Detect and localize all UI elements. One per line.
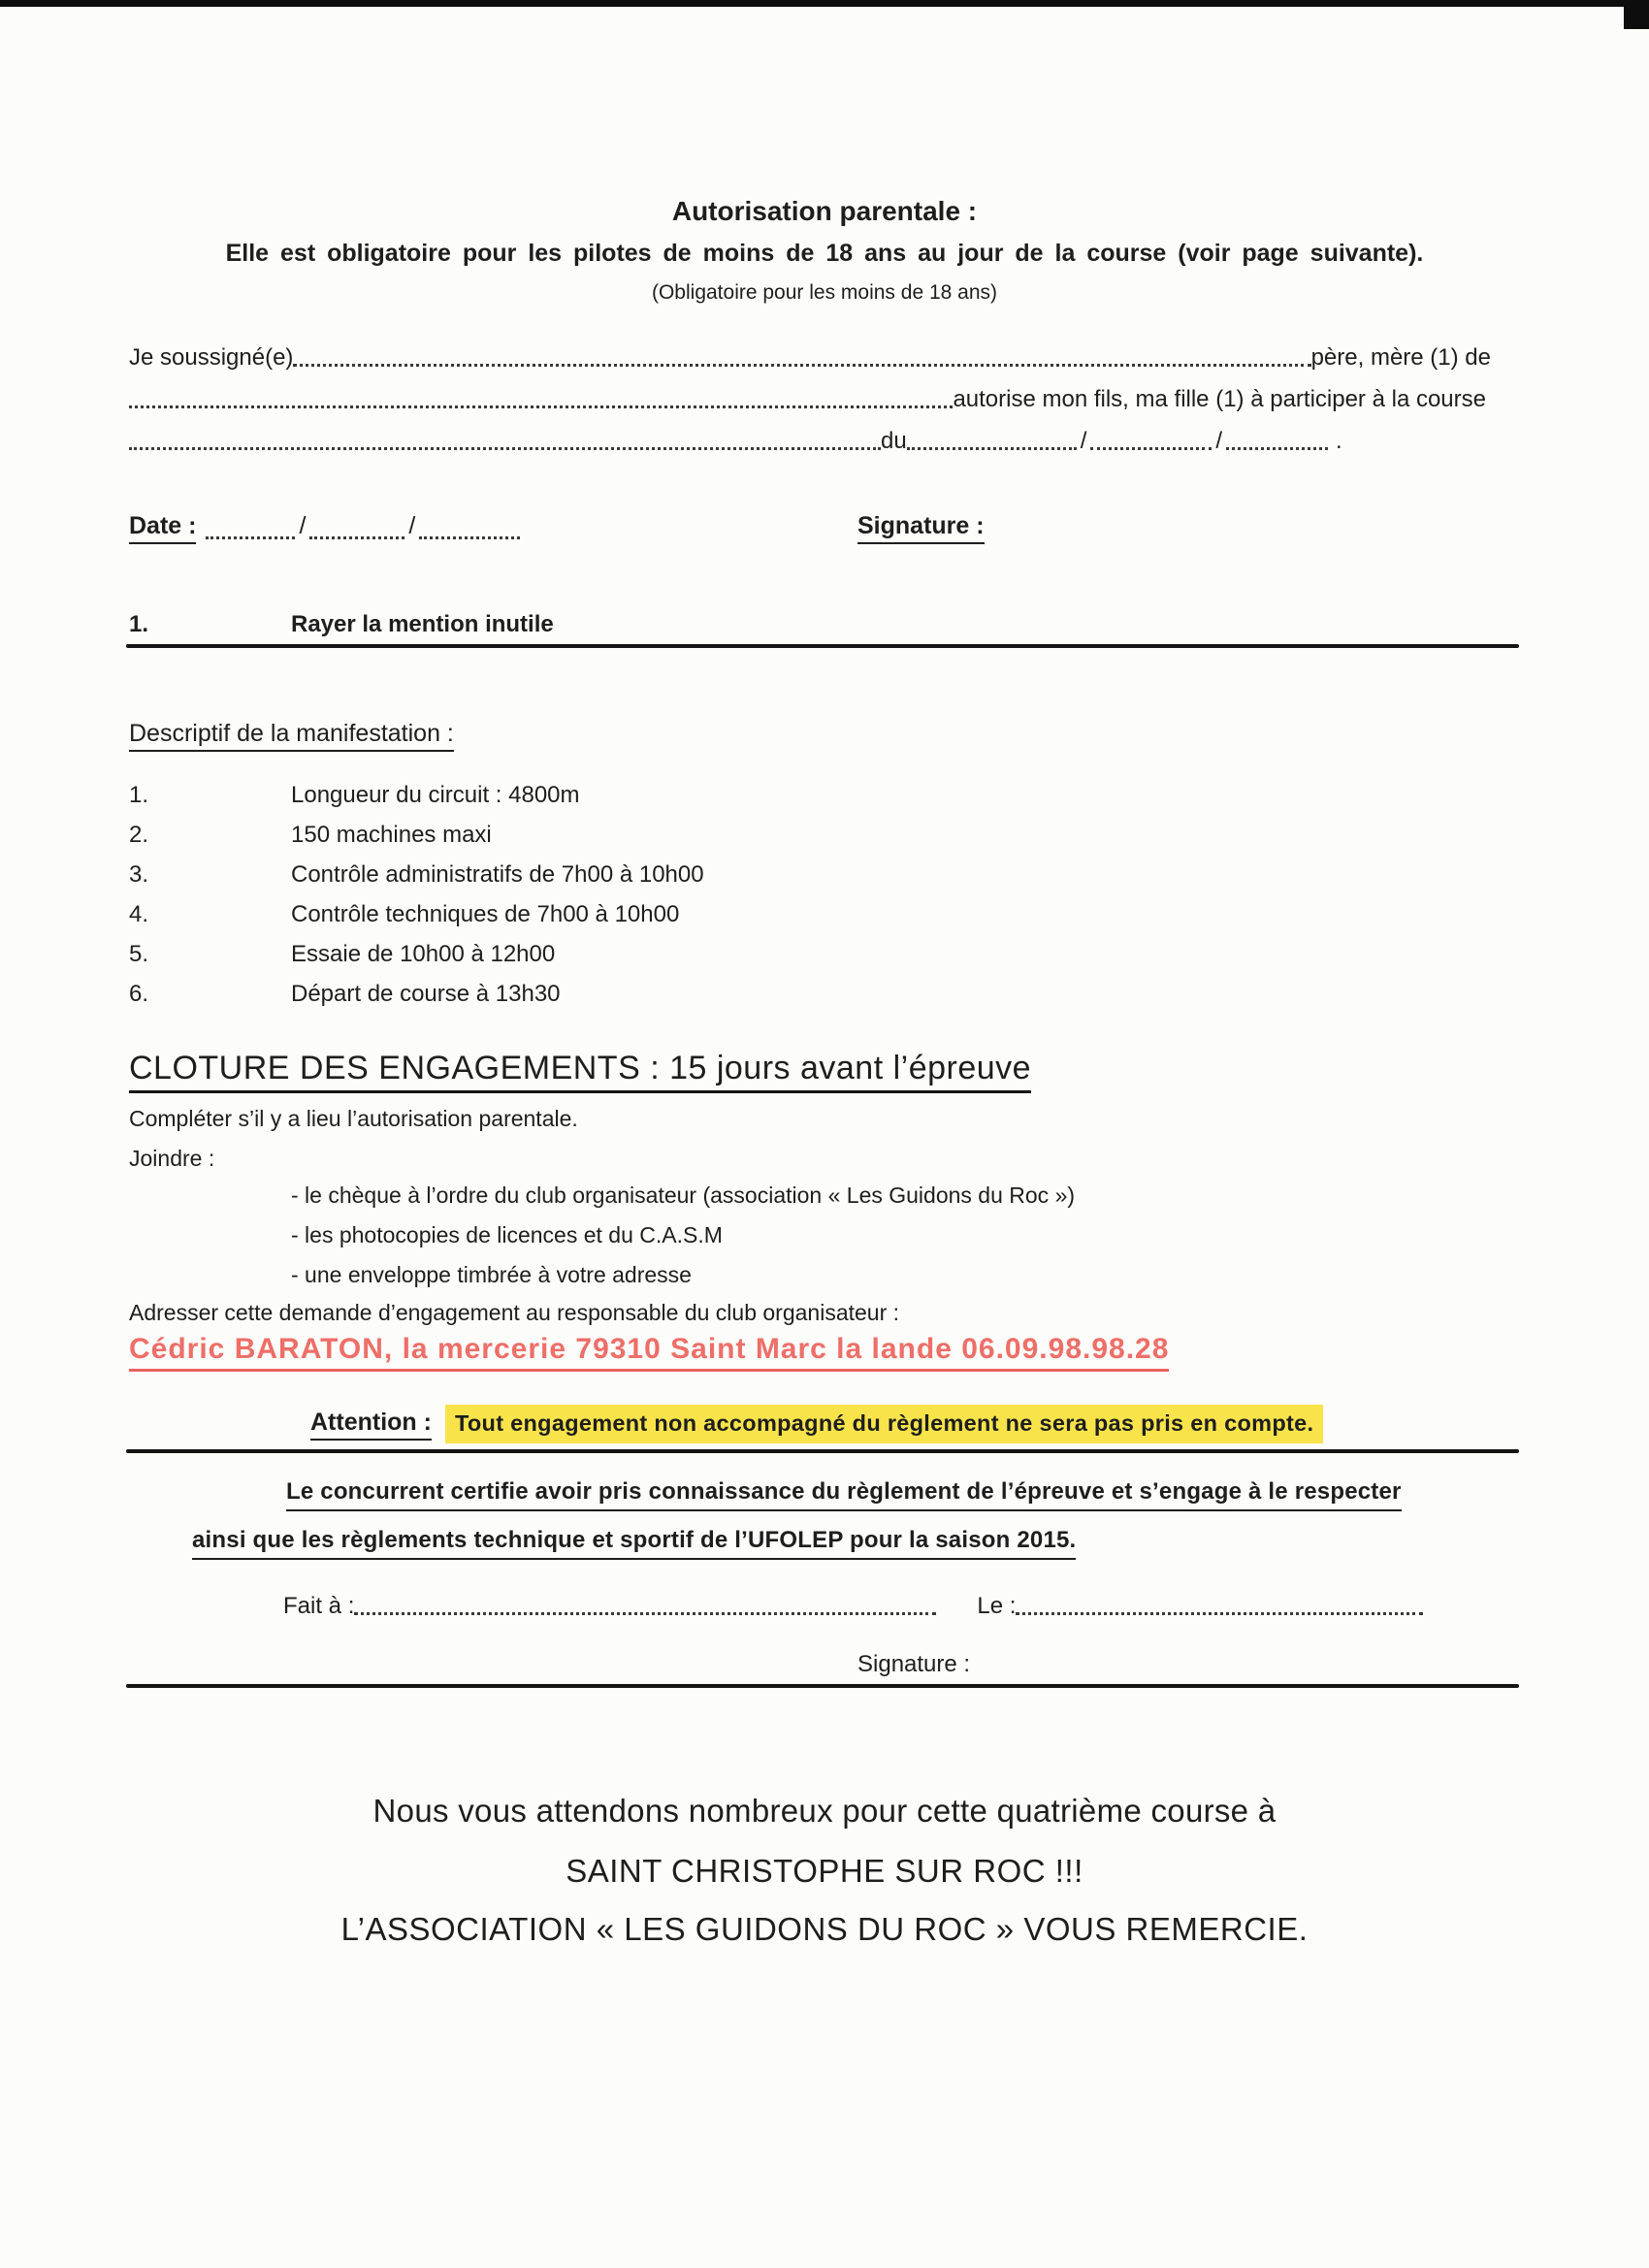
joindre-bullet-list xyxy=(291,1183,1075,1302)
manifest-item-number: 5. xyxy=(129,941,149,967)
manifest-item-number: 1. xyxy=(129,782,149,808)
dotted-fill-line xyxy=(129,405,953,408)
footer-thanks-line: L’ASSOCIATION « LES GUIDONS DU ROC » VOUS REMERCIE. xyxy=(340,1911,1309,1947)
manifest-item xyxy=(129,822,704,861)
dotted-fill-line xyxy=(354,1612,936,1615)
adresser-line: Adresser cette demande d’engagement au responsable du club organisateur : xyxy=(129,1300,900,1325)
bullet-item: - une enveloppe timbrée à votre adresse xyxy=(291,1262,692,1287)
dotted-date-segment xyxy=(309,536,404,539)
completer-line: Compléter s’il y a lieu l’autorisation parentale. xyxy=(129,1106,578,1131)
cloture-heading: CLOTURE DES ENGAGEMENTS : 15 jours avant l’épreuve xyxy=(129,1050,1031,1093)
page-title: Autorisation parentale : xyxy=(671,196,978,226)
dotted-date-segment xyxy=(419,536,520,539)
page-subtitle: Elle est obligatoire pour les pilotes de moins de 18 ans au jour de la course (voir page suivante). xyxy=(225,240,1424,267)
manifest-item-number: 3. xyxy=(129,861,149,888)
scan-artifact-corner-blob xyxy=(1624,6,1649,29)
slash-separator: / xyxy=(408,512,416,539)
manifest-item xyxy=(129,941,704,981)
footnote-number: 1. xyxy=(129,611,149,637)
date-row xyxy=(129,512,520,544)
manifest-item-number: 4. xyxy=(129,901,149,927)
dotted-date-segment xyxy=(907,447,1077,450)
autorise-label: autorise mon fils, ma fille (1) à participer à la course xyxy=(953,386,1486,412)
dotted-date-segment xyxy=(206,536,295,539)
declaration-line-1 xyxy=(129,344,1491,372)
period-label: . xyxy=(1336,428,1342,454)
manifest-item-text: Contrôle administratifs de 7h00 à 10h00 xyxy=(291,861,704,888)
footer-invitation-line: Nous vous attendons nombreux pour cette quatrième course à xyxy=(372,1793,1277,1829)
manifest-item-text: Essaie de 10h00 à 12h00 xyxy=(291,941,556,967)
horizontal-rule-1 xyxy=(126,644,1519,648)
le-label: Le : xyxy=(977,1593,1017,1619)
attention-row xyxy=(310,1405,1323,1443)
dotted-fill-line xyxy=(1016,1612,1423,1615)
manifest-item-number: 2. xyxy=(129,822,149,848)
declaration-line-2 xyxy=(129,386,1486,413)
declaration-line-3 xyxy=(129,428,1484,455)
manifest-item xyxy=(129,901,704,941)
slash-separator: / xyxy=(1215,428,1223,454)
manifest-item-text: Contrôle techniques de 7h00 à 10h00 xyxy=(291,901,680,927)
manifest-item-number: 6. xyxy=(129,981,149,1007)
date-label: Date : xyxy=(129,512,196,544)
dotted-date-segment xyxy=(1090,447,1212,450)
manifest-item xyxy=(129,782,704,822)
du-label: du xyxy=(881,428,907,454)
dotted-fill-line xyxy=(129,447,881,450)
footnote-text: Rayer la mention inutile xyxy=(291,611,554,637)
page-note: (Obligatoire pour les moins de 18 ans) xyxy=(651,281,997,304)
slash-separator: / xyxy=(1080,428,1087,454)
fait-a-label: Fait à : xyxy=(283,1593,355,1619)
contact-line: Cédric BARATON, la mercerie 79310 Saint Marc la lande 06.09.98.98.28 xyxy=(129,1333,1169,1372)
manifest-item xyxy=(129,981,704,1021)
horizontal-rule-3 xyxy=(126,1684,1519,1688)
dotted-date-segment xyxy=(1226,447,1328,450)
engagement-line-2: ainsi que les règlements technique et sportif de l’UFOLEP pour la saison 2015. xyxy=(192,1527,1076,1560)
bullet-item: - les photocopies de licences et du C.A.S.M xyxy=(291,1222,723,1247)
manifest-list xyxy=(129,782,704,1021)
footer-location-line: SAINT CHRISTOPHE SUR ROC !!! xyxy=(566,1853,1083,1889)
horizontal-rule-2 xyxy=(126,1449,1519,1453)
signature-label-bottom: Signature : xyxy=(857,1651,971,1677)
fait-le-row xyxy=(283,1593,1423,1620)
engagement-line-1: Le concurrent certifie avoir pris connaissance du règlement de l’épreuve et s’engage à le respecter xyxy=(286,1478,1402,1511)
attention-highlighted-text: Tout engagement non accompagné du règlement ne sera pas pris en compte. xyxy=(445,1405,1323,1443)
manifest-item-text: Longueur du circuit : 4800m xyxy=(291,782,580,808)
bullet-item: - le chèque à l’ordre du club organisateur (association « Les Guidons du Roc ») xyxy=(291,1183,1076,1208)
dotted-fill-line xyxy=(293,364,1310,367)
manifest-item xyxy=(129,861,704,901)
scan-artifact-top-bar xyxy=(0,0,1649,7)
pere-mere-label: père, mère (1) de xyxy=(1310,344,1491,371)
signature-label-top: Signature : xyxy=(857,512,985,544)
soussigne-label: Je soussigné(e) xyxy=(129,344,294,371)
attention-label: Attention : xyxy=(310,1409,432,1441)
manifest-item-text: 150 machines maxi xyxy=(291,822,492,848)
slash-separator: / xyxy=(299,512,307,539)
joindre-label: Joindre : xyxy=(129,1146,215,1171)
manifest-item-text: Départ de course à 13h30 xyxy=(291,981,561,1007)
descriptif-heading: Descriptif de la manifestation : xyxy=(129,720,454,752)
